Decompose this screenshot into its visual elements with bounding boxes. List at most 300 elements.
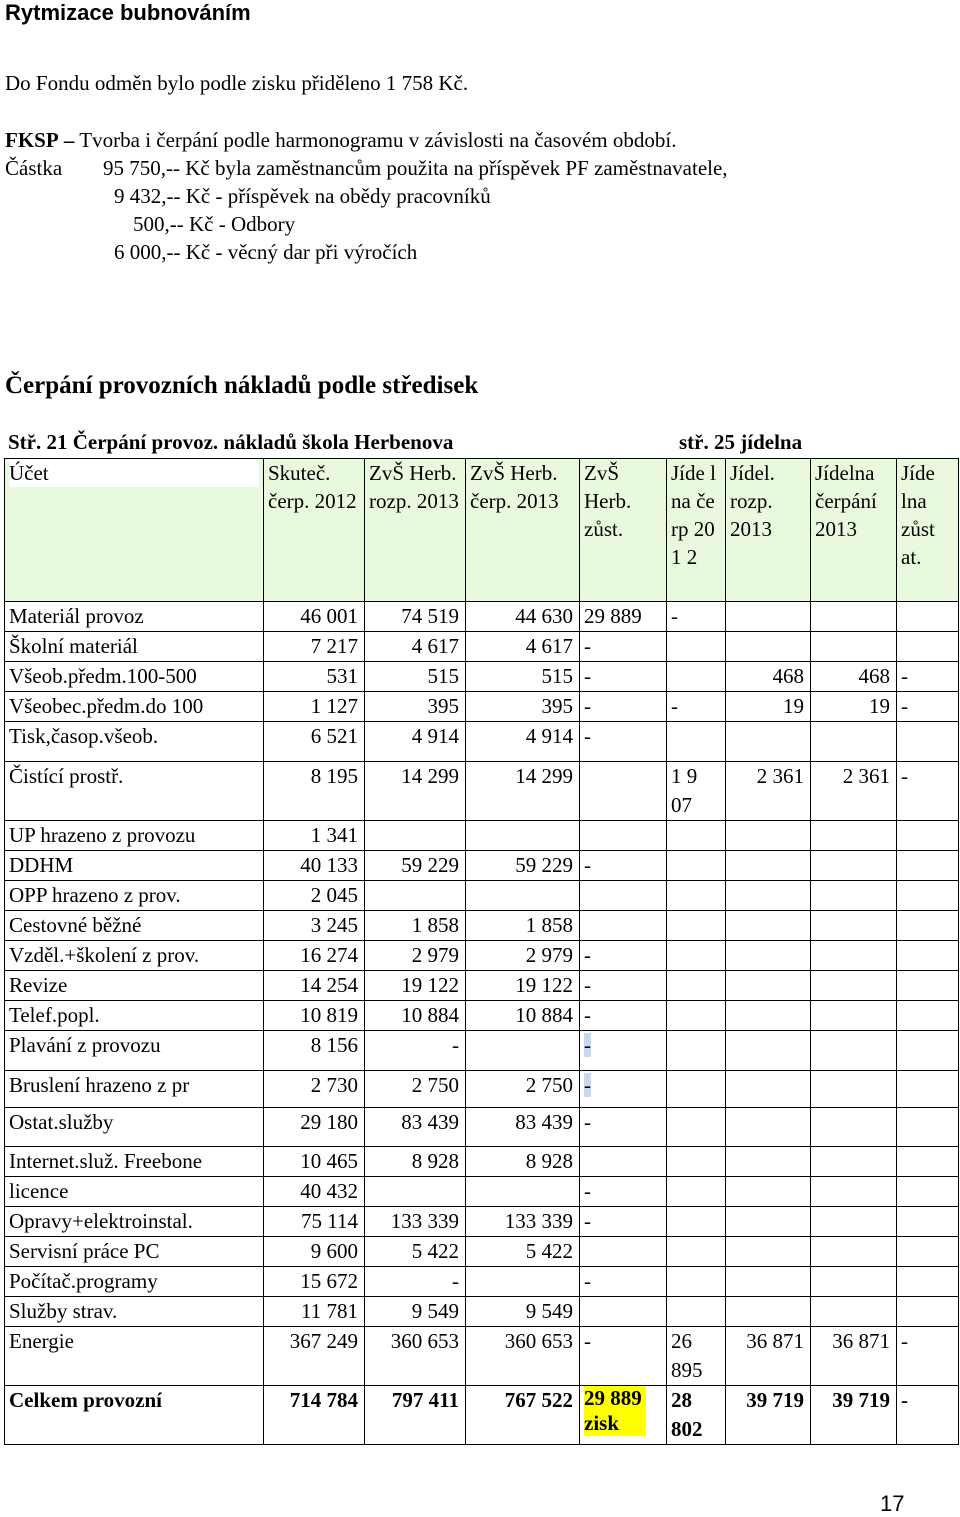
row-value-cell (811, 971, 897, 1001)
row-account-cell (5, 1108, 264, 1147)
cell-text: 11 781 (301, 1299, 358, 1323)
cell-text: 515 (541, 664, 573, 688)
naklady-table (4, 458, 959, 1445)
row-value-cell (667, 911, 726, 941)
row-account-cell (5, 1147, 264, 1177)
row-value-cell (580, 881, 667, 911)
table-row (5, 662, 959, 692)
row-value-cell (580, 1237, 667, 1267)
table-body (5, 602, 959, 1445)
cell-text: 395 (541, 694, 573, 718)
row-value-cell (466, 1071, 580, 1108)
cell-text: 29 180 (300, 1110, 358, 1134)
row-account-cell (5, 821, 264, 851)
row-value-cell (897, 762, 959, 821)
row-value-cell (365, 941, 466, 971)
cell-text: - (584, 694, 591, 718)
cell-text: 2 979 (525, 943, 573, 967)
row-value-cell (365, 1297, 466, 1327)
row-account-cell (5, 1177, 264, 1207)
row-value-cell (667, 1177, 726, 1207)
row-value-cell (264, 1327, 365, 1386)
row-value-cell (466, 911, 580, 941)
row-value-cell (365, 1267, 466, 1297)
cell-text: 26 895 (671, 1329, 703, 1382)
cell-text: 4 617 (411, 634, 459, 658)
cell-text: - (671, 694, 678, 718)
section-title: Čerpání provozních nákladů podle středisek (5, 372, 479, 399)
cell-text: 367 249 (289, 1329, 358, 1353)
row-account-cell (5, 1386, 264, 1445)
cell-text: 8 156 (310, 1033, 358, 1057)
row-value-cell (667, 762, 726, 821)
cell-text: - (584, 634, 591, 658)
row-value-cell (580, 821, 667, 851)
row-value-cell (811, 1237, 897, 1267)
row-value-cell (365, 821, 466, 851)
table-row (5, 1147, 959, 1177)
cell-text: 19 (869, 694, 890, 718)
table-row (5, 1327, 959, 1386)
row-value-cell (667, 971, 726, 1001)
cell-text: DDHM (9, 853, 74, 877)
row-value-cell (897, 1297, 959, 1327)
header-jidelna-cerp-2012: Jíde lna čerp 201 2 (667, 459, 726, 602)
cell-text: Celkem provozní (9, 1388, 163, 1412)
row-value-cell (264, 941, 365, 971)
table-row (5, 1237, 959, 1267)
row-value-cell (811, 602, 897, 632)
row-value-cell (580, 602, 667, 632)
row-value-cell (365, 971, 466, 1001)
cell-text: OPP hrazeno z prov. (9, 883, 181, 907)
row-value-cell (365, 762, 466, 821)
row-value-cell (580, 662, 667, 692)
row-value-cell (667, 1071, 726, 1108)
fksp-line (5, 128, 676, 153)
row-value-cell (897, 1177, 959, 1207)
row-value-cell (365, 1386, 466, 1445)
row-value-cell (897, 1108, 959, 1147)
row-value-cell (365, 1071, 466, 1108)
page-heading: Rytmizace bubnováním (5, 0, 251, 25)
cell-text: Revize (9, 973, 68, 997)
row-value-cell (811, 1386, 897, 1445)
cell-text: 29 889 (584, 604, 642, 628)
row-value-cell (897, 692, 959, 722)
row-value-cell (811, 1071, 897, 1108)
cell-text: 6 521 (310, 724, 358, 748)
table-row (5, 881, 959, 911)
row-value-cell (466, 821, 580, 851)
row-value-cell (897, 602, 959, 632)
row-value-cell (264, 851, 365, 881)
cell-text: 2 361 (756, 764, 804, 788)
row-value-cell (365, 1237, 466, 1267)
cell-text: 531 (326, 664, 358, 688)
cell-text: - (452, 1269, 459, 1293)
header-ucet: Účet (5, 459, 264, 602)
row-value-cell (580, 632, 667, 662)
table-row (5, 722, 959, 762)
header-jidel-rozp-2013: Jídel. rozp. 2013 (726, 459, 811, 602)
cell-text: 9 549 (525, 1299, 573, 1323)
row-value-cell (466, 1147, 580, 1177)
cell-text: Ostat.služby (9, 1110, 114, 1134)
fksp-line-4: 6 000,-- Kč - věcný dar při výročích (114, 240, 418, 264)
row-value-cell (466, 941, 580, 971)
row-value-cell (667, 1108, 726, 1147)
cell-text: 8 928 (525, 1149, 573, 1173)
cell-text: 14 254 (300, 973, 358, 997)
row-value-cell (811, 1297, 897, 1327)
row-value-cell (667, 1207, 726, 1237)
row-value-cell (466, 692, 580, 722)
fksp-line-1: 95 750,-- Kč byla zaměstnancům použita na příspěvek PF zaměstnavatele, (103, 156, 728, 180)
row-value-cell (466, 1267, 580, 1297)
row-value-cell (897, 1237, 959, 1267)
row-value-cell (667, 722, 726, 762)
cell-text: - (584, 1073, 591, 1097)
row-account-cell (5, 762, 264, 821)
row-account-cell (5, 1267, 264, 1297)
row-value-cell (365, 1001, 466, 1031)
cell-text: - (584, 1329, 591, 1353)
row-account-cell (5, 941, 264, 971)
row-value-cell (667, 602, 726, 632)
row-value-cell (365, 911, 466, 941)
row-value-cell (726, 1267, 811, 1297)
row-value-cell (580, 1386, 667, 1445)
row-value-cell (897, 662, 959, 692)
row-value-cell (264, 1147, 365, 1177)
row-value-cell (811, 1207, 897, 1237)
cell-text: Vzděl.+školení z prov. (9, 943, 200, 967)
table-row (5, 821, 959, 851)
row-value-cell (264, 971, 365, 1001)
cell-text: - (584, 1003, 591, 1027)
row-account-cell (5, 662, 264, 692)
row-account-cell (5, 692, 264, 722)
row-value-cell (726, 1147, 811, 1177)
row-value-cell (365, 881, 466, 911)
row-value-cell (580, 851, 667, 881)
cell-text: - (584, 1209, 591, 1233)
row-value-cell (580, 1108, 667, 1147)
cell-text: - (901, 1388, 908, 1412)
table-row (5, 1267, 959, 1297)
cell-text: Všeob.předm.100-500 (9, 664, 197, 688)
row-value-cell (264, 1237, 365, 1267)
cell-text: - (901, 664, 908, 688)
table-row (5, 941, 959, 971)
cell-text: 133 339 (390, 1209, 459, 1233)
header-zvs-herb-rozp-2013: ZvŠ Herb. rozp. 2013 (365, 459, 466, 602)
table-row (5, 762, 959, 821)
row-value-cell (466, 971, 580, 1001)
table-row (5, 1031, 959, 1071)
row-value-cell (365, 1031, 466, 1071)
row-value-cell (726, 1207, 811, 1237)
cell-text: 797 411 (391, 1388, 459, 1412)
row-value-cell (897, 1147, 959, 1177)
header-jidelna-cerp-2013: Jídelna čerpání 2013 (811, 459, 897, 602)
row-value-cell (726, 722, 811, 762)
row-account-cell (5, 971, 264, 1001)
row-value-cell (811, 941, 897, 971)
row-value-cell (897, 881, 959, 911)
row-value-cell (726, 1237, 811, 1267)
fksp-label: FKSP (5, 128, 59, 152)
row-value-cell (667, 821, 726, 851)
row-value-cell (667, 851, 726, 881)
cell-text: 3 245 (310, 913, 358, 937)
row-account-cell (5, 722, 264, 762)
row-value-cell (897, 911, 959, 941)
cell-text: 46 001 (300, 604, 358, 628)
cell-text: Opravy+elektroinstal. (9, 1209, 193, 1233)
fksp-line-3: 500,-- Kč - Odbory (133, 212, 296, 236)
cell-text: 714 784 (289, 1388, 358, 1412)
row-value-cell (667, 1297, 726, 1327)
row-value-cell (264, 1386, 365, 1445)
row-value-cell (580, 941, 667, 971)
cell-text: 59 229 (515, 853, 573, 877)
row-value-cell (264, 911, 365, 941)
cell-text: 395 (427, 694, 459, 718)
row-value-cell (897, 941, 959, 971)
cell-text: - (901, 1329, 908, 1353)
row-value-cell (264, 602, 365, 632)
row-value-cell (667, 692, 726, 722)
row-value-cell (726, 1297, 811, 1327)
row-account-cell (5, 1001, 264, 1031)
row-value-cell (811, 1147, 897, 1177)
table-title-skola: Stř. 21 Čerpání provoz. nákladů škola Herbenova (8, 430, 454, 454)
row-value-cell (580, 971, 667, 1001)
cell-text: - (901, 694, 908, 718)
cell-text: 75 114 (301, 1209, 358, 1233)
row-value-cell (726, 662, 811, 692)
row-value-cell (466, 1108, 580, 1147)
row-value-cell (726, 1031, 811, 1071)
cell-text: 1 127 (310, 694, 358, 718)
row-value-cell (466, 851, 580, 881)
cell-text: 10 884 (401, 1003, 459, 1027)
row-value-cell (466, 722, 580, 762)
cell-text: 59 229 (401, 853, 459, 877)
cell-text: 9 549 (411, 1299, 459, 1323)
cell-text: 9 600 (310, 1239, 358, 1263)
row-value-cell (264, 1297, 365, 1327)
row-value-cell (897, 722, 959, 762)
row-value-cell (667, 1147, 726, 1177)
row-value-cell (667, 1237, 726, 1267)
row-value-cell (897, 1001, 959, 1031)
cell-text: Energie (9, 1329, 74, 1353)
cell-text: 10 884 (515, 1003, 573, 1027)
row-account-cell (5, 632, 264, 662)
row-value-cell (264, 632, 365, 662)
row-value-cell (264, 1177, 365, 1207)
table-row (5, 1001, 959, 1031)
row-value-cell (667, 1327, 726, 1386)
cell-text: 133 339 (504, 1209, 573, 1233)
header-zvs-herb-cerp-2013: ZvŠ Herb. čerp. 2013 (466, 459, 580, 602)
cell-text: 19 122 (515, 973, 573, 997)
row-value-cell (580, 1031, 667, 1071)
cell-text: Školní materiál (9, 634, 138, 658)
cell-text: Telef.popl. (9, 1003, 100, 1027)
cell-text: 2 045 (310, 883, 358, 907)
row-value-cell (580, 1297, 667, 1327)
row-value-cell (466, 1001, 580, 1031)
row-value-cell (726, 692, 811, 722)
cell-text: Plavání z provozu (9, 1033, 161, 1057)
row-value-cell (580, 692, 667, 722)
row-value-cell (580, 1147, 667, 1177)
cell-text: licence (9, 1179, 69, 1203)
cell-text: Služby strav. (9, 1299, 118, 1323)
row-value-cell (580, 1267, 667, 1297)
cell-text: 16 274 (300, 943, 358, 967)
cell-text: 2 979 (411, 943, 459, 967)
cell-text: 10 465 (300, 1149, 358, 1173)
row-value-cell (667, 881, 726, 911)
cell-text: 5 422 (411, 1239, 459, 1263)
row-value-cell (264, 1267, 365, 1297)
row-value-cell (726, 632, 811, 662)
total-row (5, 1386, 959, 1445)
row-value-cell (726, 1071, 811, 1108)
row-value-cell (466, 762, 580, 821)
row-account-cell (5, 1207, 264, 1237)
row-value-cell (466, 662, 580, 692)
header-skutec-cerp-2012: Skuteč. čerp. 2012 (264, 459, 365, 602)
cell-text: 4 914 (411, 724, 459, 748)
row-value-cell (811, 821, 897, 851)
row-value-cell (726, 971, 811, 1001)
row-value-cell (667, 662, 726, 692)
table-row (5, 911, 959, 941)
row-value-cell (811, 722, 897, 762)
row-account-cell (5, 1237, 264, 1267)
row-value-cell (726, 911, 811, 941)
row-value-cell (811, 1327, 897, 1386)
table-header-row (5, 459, 959, 602)
cell-text: 2 730 (310, 1073, 358, 1097)
castka-label: Částka (5, 156, 63, 180)
row-value-cell (466, 881, 580, 911)
cell-text: 83 439 (515, 1110, 573, 1134)
cell-text: 39 719 (832, 1388, 890, 1412)
row-value-cell (466, 1031, 580, 1071)
row-value-cell (811, 1108, 897, 1147)
cell-text: 360 653 (390, 1329, 459, 1353)
table-row (5, 1108, 959, 1147)
row-account-cell (5, 851, 264, 881)
row-value-cell (726, 1001, 811, 1031)
cell-text: - (452, 1033, 459, 1057)
row-value-cell (897, 1207, 959, 1237)
fksp-dash: – (63, 128, 75, 152)
row-value-cell (726, 1177, 811, 1207)
fksp-text: Tvorba i čerpání podle harmonogramu v závislosti na časovém období. (79, 128, 677, 152)
row-value-cell (264, 1001, 365, 1031)
cell-text: - (584, 973, 591, 997)
row-value-cell (811, 881, 897, 911)
row-value-cell (466, 1386, 580, 1445)
cell-text: Cestovné běžné (9, 913, 142, 937)
table-row (5, 692, 959, 722)
cell-text: - (671, 604, 678, 628)
row-value-cell (811, 632, 897, 662)
row-value-cell (897, 1071, 959, 1108)
cell-text: Všeobec.předm.do 100 (9, 694, 204, 718)
cell-text: 36 871 (746, 1329, 804, 1353)
table-row (5, 971, 959, 1001)
row-value-cell (811, 762, 897, 821)
row-value-cell (667, 941, 726, 971)
table-row (5, 1207, 959, 1237)
row-account-cell (5, 1297, 264, 1327)
row-value-cell (580, 1071, 667, 1108)
row-value-cell (897, 851, 959, 881)
row-value-cell (365, 602, 466, 632)
row-value-cell (726, 602, 811, 632)
row-value-cell (264, 821, 365, 851)
row-value-cell (811, 1001, 897, 1031)
row-value-cell (897, 1327, 959, 1386)
cell-text: 40 133 (300, 853, 358, 877)
row-value-cell (726, 851, 811, 881)
cell-text: 2 750 (411, 1073, 459, 1097)
cell-text: 28 802 (671, 1388, 703, 1441)
cell-text: Bruslení hrazeno z pr (9, 1073, 190, 1097)
row-value-cell (667, 1386, 726, 1445)
cell-text: 468 (858, 664, 890, 688)
cell-text: 36 871 (832, 1329, 890, 1353)
cell-text: 1 341 (310, 823, 358, 847)
table-row (5, 1297, 959, 1327)
row-value-cell (466, 1327, 580, 1386)
row-value-cell (365, 1177, 466, 1207)
cell-text: 29 889 zisk (584, 1386, 646, 1436)
cell-text: UP hrazeno z provozu (9, 823, 196, 847)
row-value-cell (580, 722, 667, 762)
row-value-cell (466, 1177, 580, 1207)
row-account-cell (5, 1071, 264, 1108)
row-value-cell (264, 1071, 365, 1108)
cell-text: 1 907 (671, 764, 698, 817)
row-value-cell (365, 692, 466, 722)
row-value-cell (580, 1001, 667, 1031)
row-value-cell (897, 971, 959, 1001)
row-value-cell (264, 1031, 365, 1071)
cell-text: Počítač.programy (9, 1269, 158, 1293)
row-value-cell (811, 662, 897, 692)
cell-text: 767 522 (504, 1388, 573, 1412)
row-value-cell (365, 851, 466, 881)
row-value-cell (365, 1147, 466, 1177)
cell-text: - (584, 943, 591, 967)
row-value-cell (667, 1031, 726, 1071)
fond-odmen-line: Do Fondu odměn bylo podle zisku přiděleno 1 758 Kč. (5, 71, 469, 95)
cell-text: 39 719 (746, 1388, 804, 1412)
row-value-cell (726, 881, 811, 911)
row-account-cell (5, 881, 264, 911)
cell-text: 19 122 (401, 973, 459, 997)
